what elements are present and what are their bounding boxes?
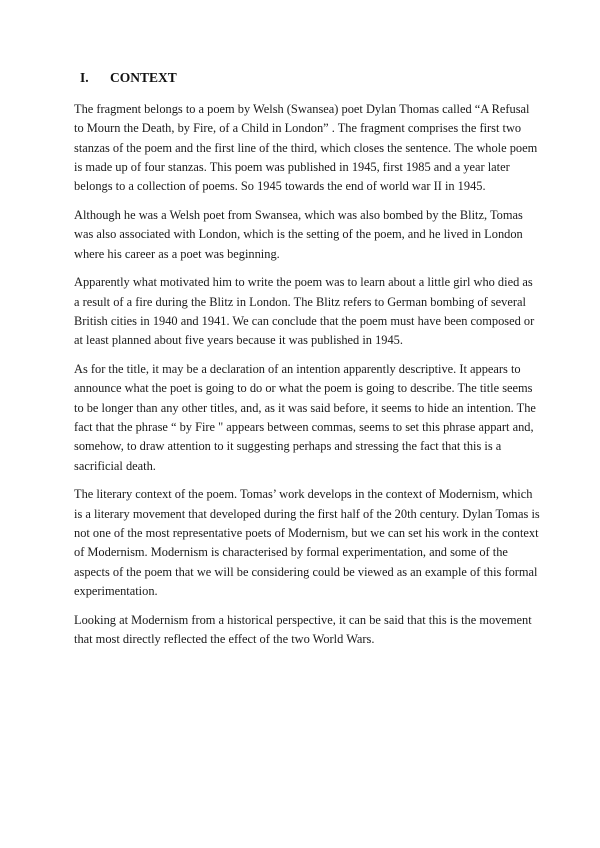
text-line: of Modernism. Modernism is characterised by formal experimentation, and some of the [74,545,508,560]
text-line: experimentation. [74,583,158,598]
text-line: As for the title, it may be a declaration of an intention apparently descriptive. It appears to [74,362,521,377]
section-heading [80,70,177,86]
text-line: is a literary movement that developed during the first half of the 20th century. Dylan Tomas is [74,506,540,521]
text-line: Although he was a Welsh poet from Swansea, which was also bombed by the Blitz, Tomas [74,207,523,222]
section-title: CONTEXT [110,70,177,85]
text-line: that most directly reflected the effect of the two World Wars. [74,631,375,646]
text-line: to Mourn the Death, by Fire, of a Child in London” . The fragment comprises the first two [74,121,522,136]
text-line: at least planned about five years because it was published in 1945. [74,333,403,348]
text-line: somehow, to draw attention to it suggesting perhaps and stressing the fact that this is a [74,439,502,454]
text-line: was also associated with London, which is the setting of the poem, and he lived in London [74,227,523,242]
section-number: I. [80,70,89,85]
document-body [74,100,540,659]
text-line: announce what the poet is going to do or what the poem is going to describe. The title seems [74,381,533,396]
text-line: is made up of four stanzas. This poem was published in 1945, first 1985 and a year later [74,159,510,174]
paragraph [74,206,534,264]
text-line: The literary context of the poem. Tomas’ work develops in the context of Modernism, which [74,487,533,502]
paragraph [74,485,540,601]
text-line: stanzas of the poem and the first line of the third, which closes the sentence. The whole poem [74,140,538,155]
paragraph [74,273,534,350]
text-line: The fragment belongs to a poem by Welsh (Swansea) poet Dylan Thomas called “A Refusal [74,102,530,116]
text-line: a result of a fire during the Blitz in London. The Blitz refers to German bombing of several [74,294,526,309]
text-line: Looking at Modernism from a historical perspective, it can be said that this is the movement [74,612,532,627]
text-line: aspects of the poem that we will be considering could be viewed as an example of this formal [74,564,538,579]
text-line: sacrificial death. [74,458,156,473]
text-line: to be longer than any other titles, and, as it was said before, it seems to hide an intention. The [74,400,536,415]
text-line: where his career as a poet was beginning. [74,246,280,261]
text-line: fact that the phrase “ by Fire " appears between commas, seems to set this phrase appart and, [74,419,534,434]
text-line: British cities in 1940 and 1941. We can conclude that the poem must have been composed or [74,313,535,328]
paragraph [74,611,534,650]
paragraph [74,100,538,196]
text-line: Apparently what motivated him to write the poem was to learn about a little girl who died as [74,275,533,290]
paragraph [74,360,534,476]
text-line: belongs to a collection of poems. So 1945 towards the end of world war II in 1945. [74,179,486,194]
text-line: not one of the most representative poets of Modernism, but we can set his work in the context [74,525,539,540]
